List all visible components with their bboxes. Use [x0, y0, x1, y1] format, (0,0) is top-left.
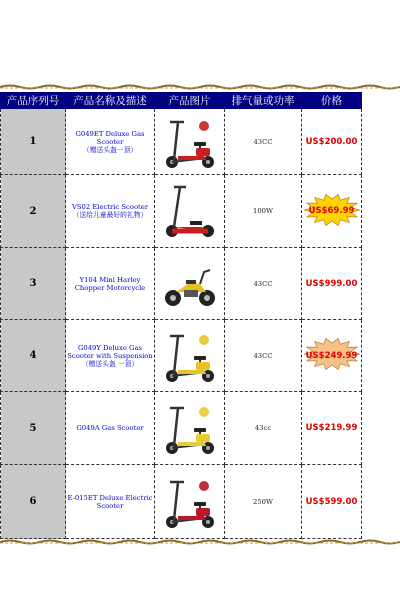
row-price — [302, 248, 362, 320]
table-row — [1, 392, 362, 465]
table-row — [1, 248, 362, 320]
header-name: 产品名称及描述 — [66, 93, 155, 109]
table-row — [1, 109, 362, 175]
price-value: US$599.00 — [305, 496, 358, 507]
row-description — [66, 109, 155, 175]
decorative-rule-top — [0, 84, 400, 90]
row-description — [66, 248, 155, 320]
price-burst — [303, 337, 361, 374]
table-row — [1, 465, 362, 539]
row-photo — [155, 320, 225, 392]
row-serial-number: 2 — [1, 175, 66, 248]
row-description — [66, 175, 155, 248]
row-serial-number: 1 — [1, 109, 66, 175]
row-price — [302, 175, 362, 248]
header-price: 价格 — [302, 93, 362, 109]
row-power: 250W — [225, 465, 302, 539]
table-header-row — [1, 93, 362, 109]
scooter-image — [160, 398, 220, 458]
product-table — [0, 92, 362, 539]
price-value: US$69.99 — [308, 206, 355, 216]
header-photo: 产品图片 — [155, 93, 225, 109]
row-photo — [155, 465, 225, 539]
row-serial-number: 3 — [1, 248, 66, 320]
row-price — [302, 320, 362, 392]
row-description — [66, 465, 155, 539]
price-value: US$219.99 — [305, 423, 358, 433]
header-power: 排气量或功率 — [225, 93, 302, 109]
price-value: US$999.00 — [305, 278, 358, 289]
row-photo — [155, 248, 225, 320]
row-description — [66, 320, 155, 392]
row-photo — [155, 175, 225, 248]
row-serial-number: 4 — [1, 320, 66, 392]
product-note: （送给儿童最好的礼物） — [72, 211, 148, 219]
row-photo — [155, 392, 225, 465]
product-name: G049A Gas Scooter — [76, 424, 144, 432]
row-power: 43CC — [225, 320, 302, 392]
price-burst — [303, 193, 361, 230]
product-name: E-015ET Deluxe Electric Scooter — [67, 493, 153, 510]
row-serial-number: 6 — [1, 465, 66, 539]
row-power: 43CC — [225, 248, 302, 320]
row-power: 43cc — [225, 392, 302, 465]
row-price — [302, 109, 362, 175]
price-value: US$249.99 — [305, 350, 358, 361]
product-name: VS02 Electric Scooter — [71, 203, 149, 211]
row-power: 100W — [225, 175, 302, 248]
row-photo — [155, 109, 225, 175]
product-name: G049Y Deluxe Gas Scooter with Suspension — [67, 343, 153, 360]
product-name: Y104 Mini Harley Chopper Motorcycle — [74, 275, 146, 292]
row-price — [302, 392, 362, 465]
product-note: （赠送头盔一顶） — [82, 145, 138, 154]
header-serial: 产品序列号 — [1, 93, 66, 109]
table-row — [1, 320, 362, 392]
product-name: G049ET Deluxe Gas Scooter — [75, 129, 145, 146]
row-price — [302, 465, 362, 539]
row-serial-number: 5 — [1, 392, 66, 465]
scooter-image — [160, 254, 220, 314]
scooter-image — [160, 181, 220, 241]
scooter-image — [160, 112, 220, 172]
scooter-image — [160, 326, 220, 386]
scooter-image — [160, 472, 220, 532]
product-note: （赠送头盔 一顶） — [81, 359, 139, 368]
row-power: 43CC — [225, 109, 302, 175]
decorative-rule-bottom — [0, 539, 400, 545]
price-value: US$200.00 — [305, 136, 358, 147]
table-row — [1, 175, 362, 248]
row-description — [66, 392, 155, 465]
